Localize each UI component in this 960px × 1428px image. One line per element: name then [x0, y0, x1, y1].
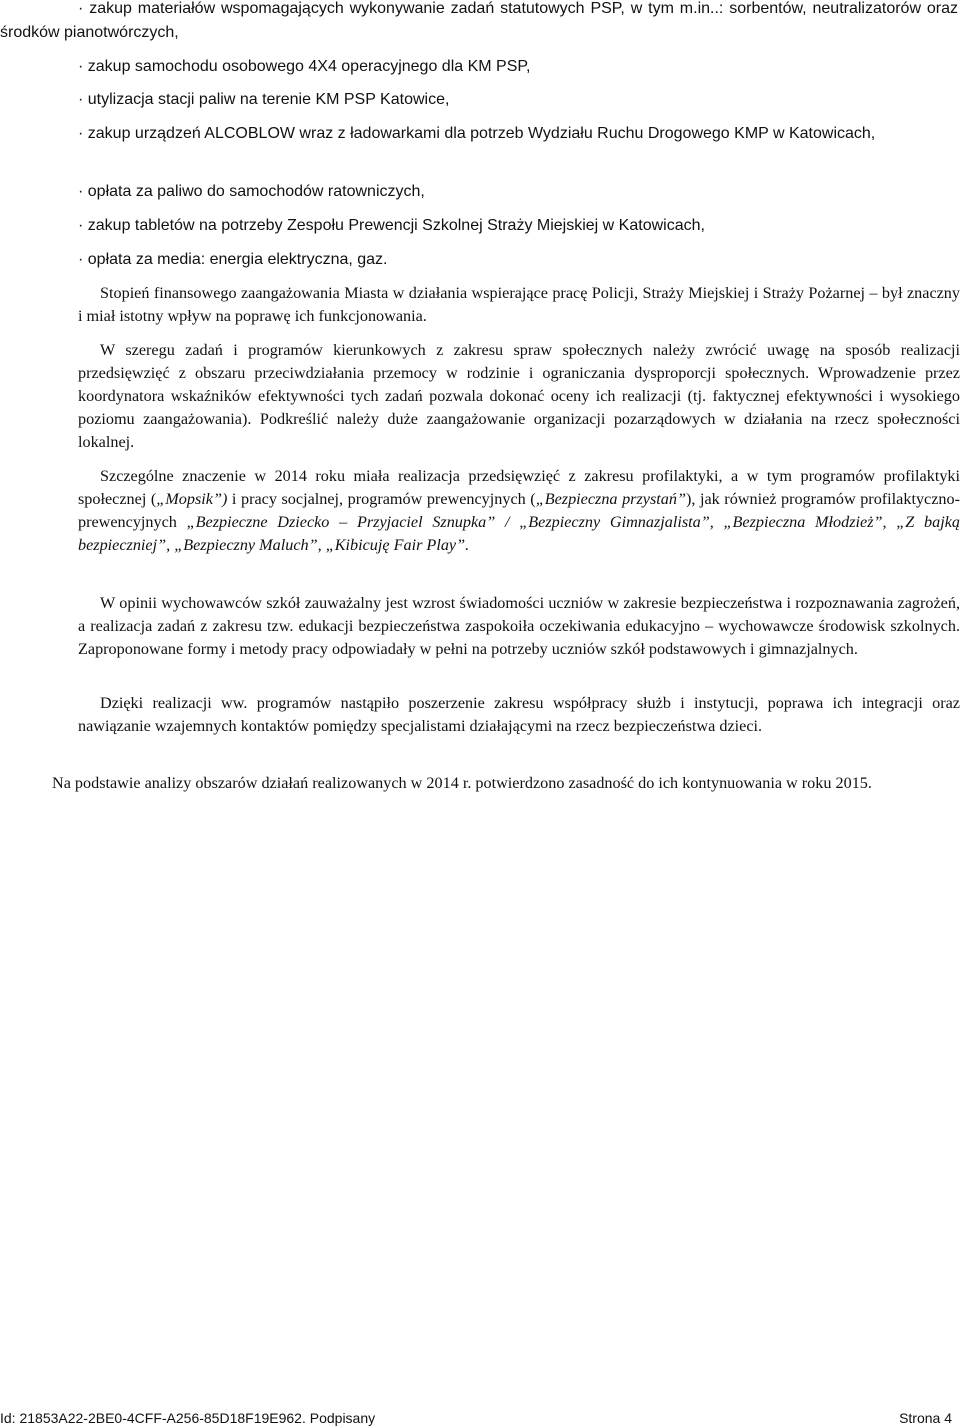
program-names: „Bezpieczne Dziecko – Przyjaciel Sznupka” / „Bezpieczny Gimnazjalista”, „Bezpieczna Młodzież”, „Z bajką bezpieczniej”, „Bezpieczny Maluch”, „Kibicuję Fair Play”.: [78, 513, 960, 554]
paragraph: Na podstawie analizy obszarów działań realizowanych w 2014 r. potwierdzono zasadność do ich kontynuowania w roku 2015.: [52, 774, 872, 792]
program-name: „Mopsik”): [156, 490, 228, 508]
list-item: · zakup tabletów na potrzeby Zespołu Prewencji Szkolnej Straży Miejskiej w Katowicach,: [78, 217, 705, 234]
paragraph: Dzięki realizacji ww. programów nastąpiło poszerzenie zakresu współpracy służb i instytucji, poprawa ich integracji oraz nawiązanie wzajemnych kontaktów pomiędzy specjalistami działającymi na rzecz bezpieczeństwa dzieci.: [78, 694, 960, 735]
list-item: · zakup samochodu osobowego 4X4 operacyjnego dla KM PSP,: [78, 58, 531, 75]
paragraph: Stopień finansowego zaangażowania Miasta w działania wspierające pracę Policji, Straży Miejskiej i Straży Pożarnej – był znaczny i miał istotny wpływ na poprawę ich funkcjonowania.: [78, 284, 960, 325]
list-item: · opłata za paliwo do samochodów ratowniczych,: [78, 183, 425, 200]
list-item: · zakup materiałów wspomagających wykonywanie zadań statutowych PSP, w tym m.in..: sorbentów, neutralizatorów oraz środków pianotwórczych,: [0, 0, 958, 41]
list-item: · utylizacja stacji paliw na terenie KM PSP Katowice,: [78, 91, 450, 108]
paragraph-text: Szczególne znaczenie w 2014 roku miała realizacja przedsięwzięć z zakresu profilaktyki, a w tym programów profilaktyki społecznej (: [78, 467, 960, 508]
list-item: · zakup urządzeń ALCOBLOW wraz z ładowarkami dla potrzeb Wydziału Ruchu Drogowego KMP w Katowicach,: [78, 125, 876, 142]
paragraph-text: ), jak również programów profilaktyczno-prewencyjnych: [78, 490, 960, 531]
paragraph: W opinii wychowawców szkół zauważalny jest wzrost świadomości uczniów w zakresie bezpieczeństwa i rozpoznawania zagrożeń, a realizacja zadań z zakresu tzw. edukacji bezpieczeństwa zaspokoiła oczekiwania edukacyjno – wychowawcze środowisk szkolnych. Zaproponowane formy i metody pracy odpowiadały w pełni na potrzeby uczniów szkół podstawowych i gimnazjalnych.: [78, 594, 960, 658]
program-name: „Bezpieczna przystań”: [535, 490, 686, 508]
page-footer: [0, 1408, 960, 1428]
page-number: Strona 4: [899, 1410, 952, 1426]
paragraph: W szeregu zadań i programów kierunkowych z zakresu spraw społecznych należy zwrócić uwagę na sposób realizacji przedsięwzięć z obszaru przeciwdziałania przemocy w rodzinie i ograniczania dysproporcji społecznych. Wprowadzenie przez koordynatora wskaźników efektywności tych zadań pozwala dokonać oceny ich realizacji (tj. faktycznej efektywności i wysokiego poziomu zaangażowania). Podkreślić należy duże zaangażowanie organizacji pozarządowych w działania na rzecz społeczności lokalnej.: [78, 341, 960, 451]
list-item: · opłata za media: energia elektryczna, gaz.: [78, 251, 388, 268]
paragraph-text: i pracy socjalnej, programów prewencyjnych (: [227, 490, 536, 508]
document-id: Id: 21853A22-2BE0-4CFF-A256-85D18F19E962. Podpisany: [0, 1410, 376, 1426]
paragraph: [78, 465, 960, 557]
